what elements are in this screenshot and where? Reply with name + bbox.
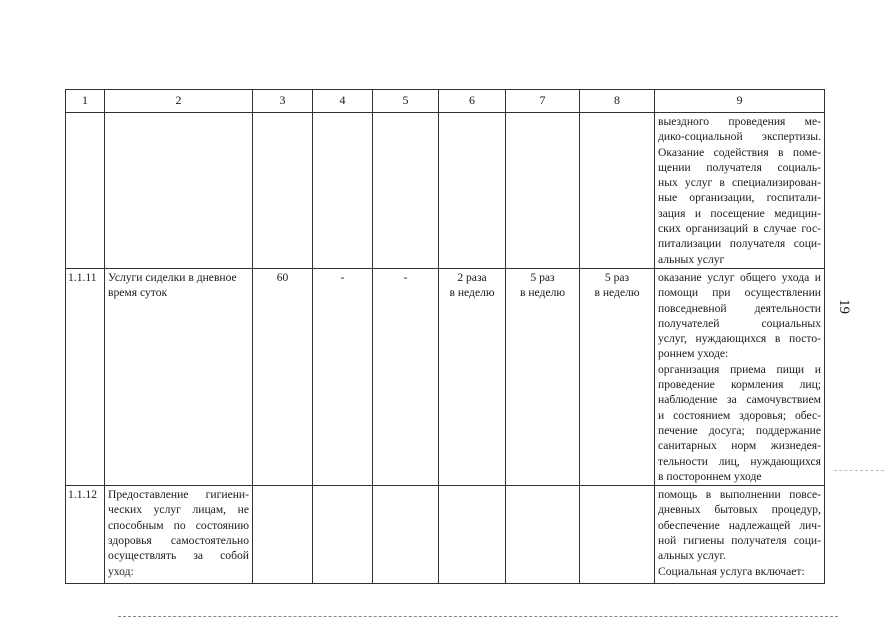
text-line: альных услуг <box>658 252 725 266</box>
text-line: помощь в выполнении повсе- <box>658 488 821 502</box>
description-cell <box>655 486 825 584</box>
text-line: Оказание содействия в поме- <box>658 145 821 159</box>
text-line: 5 раз <box>604 270 630 284</box>
header-cell-3: 3 <box>253 90 313 113</box>
text-line: зация и посещение медицин- <box>658 206 821 220</box>
cell-col8 <box>580 268 655 485</box>
cell-col5 <box>373 486 439 584</box>
header-cell-6: 6 <box>439 90 506 113</box>
header-cell-7: 7 <box>506 90 580 113</box>
cell-col5: - <box>373 268 439 485</box>
page-number: 19 <box>836 299 852 314</box>
text-line: Услуги сиделки в дневное <box>108 270 237 284</box>
text-line: услуг, нуждающихся в посто- <box>658 332 821 346</box>
text-line: ной гигиены получателя соци- <box>658 534 821 548</box>
cell-col6 <box>439 486 506 584</box>
text-line: и состоянием здоровья; обес- <box>658 408 821 422</box>
row-number-cell <box>66 113 105 269</box>
cell-col3 <box>253 486 313 584</box>
header-cell-2: 2 <box>105 90 253 113</box>
cell-col8 <box>580 113 655 269</box>
header-cell-1: 1 <box>66 90 105 113</box>
text-line: альных услуг. <box>658 549 726 563</box>
text-line: ских организаций в случае гос- <box>658 222 821 236</box>
cell-col7 <box>506 113 580 269</box>
text-line: дневных бытовых процедур, <box>658 503 821 517</box>
text-line: организация приема пищи и <box>658 362 821 376</box>
cell-col7 <box>506 268 580 485</box>
service-name-cell <box>105 486 253 584</box>
text-line: получателей социальных <box>658 316 821 330</box>
cell-col5 <box>373 113 439 269</box>
cell-col6 <box>439 268 506 485</box>
service-name-cell <box>105 113 253 269</box>
text-line: ческих услуг лицам, не <box>108 503 249 517</box>
description-cell <box>655 268 825 485</box>
text-line: способным по состоянию <box>108 518 249 532</box>
text-line: помощи при осуществлении <box>658 286 821 300</box>
text-line: в неделю <box>519 286 566 300</box>
service-name-cell <box>105 268 253 485</box>
text-line: Предоставление гигиени- <box>108 488 249 502</box>
cell-col6 <box>439 113 506 269</box>
scan-artifact-line <box>834 470 884 471</box>
text-line: 2 раза <box>457 270 487 284</box>
table-row <box>66 486 825 584</box>
text-line: ных услуг в специализирован- <box>658 176 821 190</box>
text-line: в постороннем уходе <box>658 469 762 483</box>
row-number-cell: 1.1.12 <box>66 486 105 584</box>
header-row <box>66 90 825 113</box>
cell-col8 <box>580 486 655 584</box>
description-cell <box>655 113 825 269</box>
header-cell-5: 5 <box>373 90 439 113</box>
text-line: наблюдение за самочувствием <box>658 393 821 407</box>
footer-dashed-line <box>118 616 838 617</box>
cell-col7 <box>506 486 580 584</box>
text-line: время суток <box>108 286 168 300</box>
text-line: щении получателя социаль- <box>658 160 821 174</box>
cell-col3 <box>253 113 313 269</box>
cell-col4 <box>313 113 373 269</box>
text-line: Социальная услуга включает: <box>658 564 805 578</box>
text-line: санитарных норм жизнедея- <box>658 439 821 453</box>
text-line: повседневной деятельности <box>658 301 821 315</box>
header-cell-8: 8 <box>580 90 655 113</box>
text-line: питализации получателя соци- <box>658 237 821 251</box>
header-cell-4: 4 <box>313 90 373 113</box>
table-row <box>66 113 825 269</box>
text-line: роннем уходе: <box>658 347 729 361</box>
text-line: здоровья самостоятельно <box>108 534 249 548</box>
text-line: печение досуга; поддержание <box>658 423 821 437</box>
text-line: осуществлять за собой <box>108 549 249 563</box>
text-line: в неделю <box>449 286 495 300</box>
text-line: выездного проведения ме- <box>658 115 821 128</box>
text-line: в неделю <box>594 286 640 300</box>
text-line: дико-социальной экспертизы. <box>658 130 821 144</box>
text-line: оказание услуг общего ухода и <box>658 270 821 284</box>
table-row <box>66 268 825 485</box>
services-table <box>65 89 825 584</box>
text-line: 5 раз <box>530 270 555 284</box>
cell-col4: - <box>313 268 373 485</box>
cell-col3: 60 <box>253 268 313 485</box>
cell-col4 <box>313 486 373 584</box>
text-line: проведение кормления лиц; <box>658 378 821 392</box>
text-line: обеспечение надлежащей лич- <box>658 518 821 532</box>
text-line: уход: <box>108 564 134 578</box>
row-number-cell: 1.1.11 <box>66 268 105 485</box>
header-cell-9: 9 <box>655 90 825 113</box>
text-line: ные организации, госпитали- <box>658 191 821 205</box>
text-line: тельности лиц, нуждающихся <box>658 454 821 468</box>
